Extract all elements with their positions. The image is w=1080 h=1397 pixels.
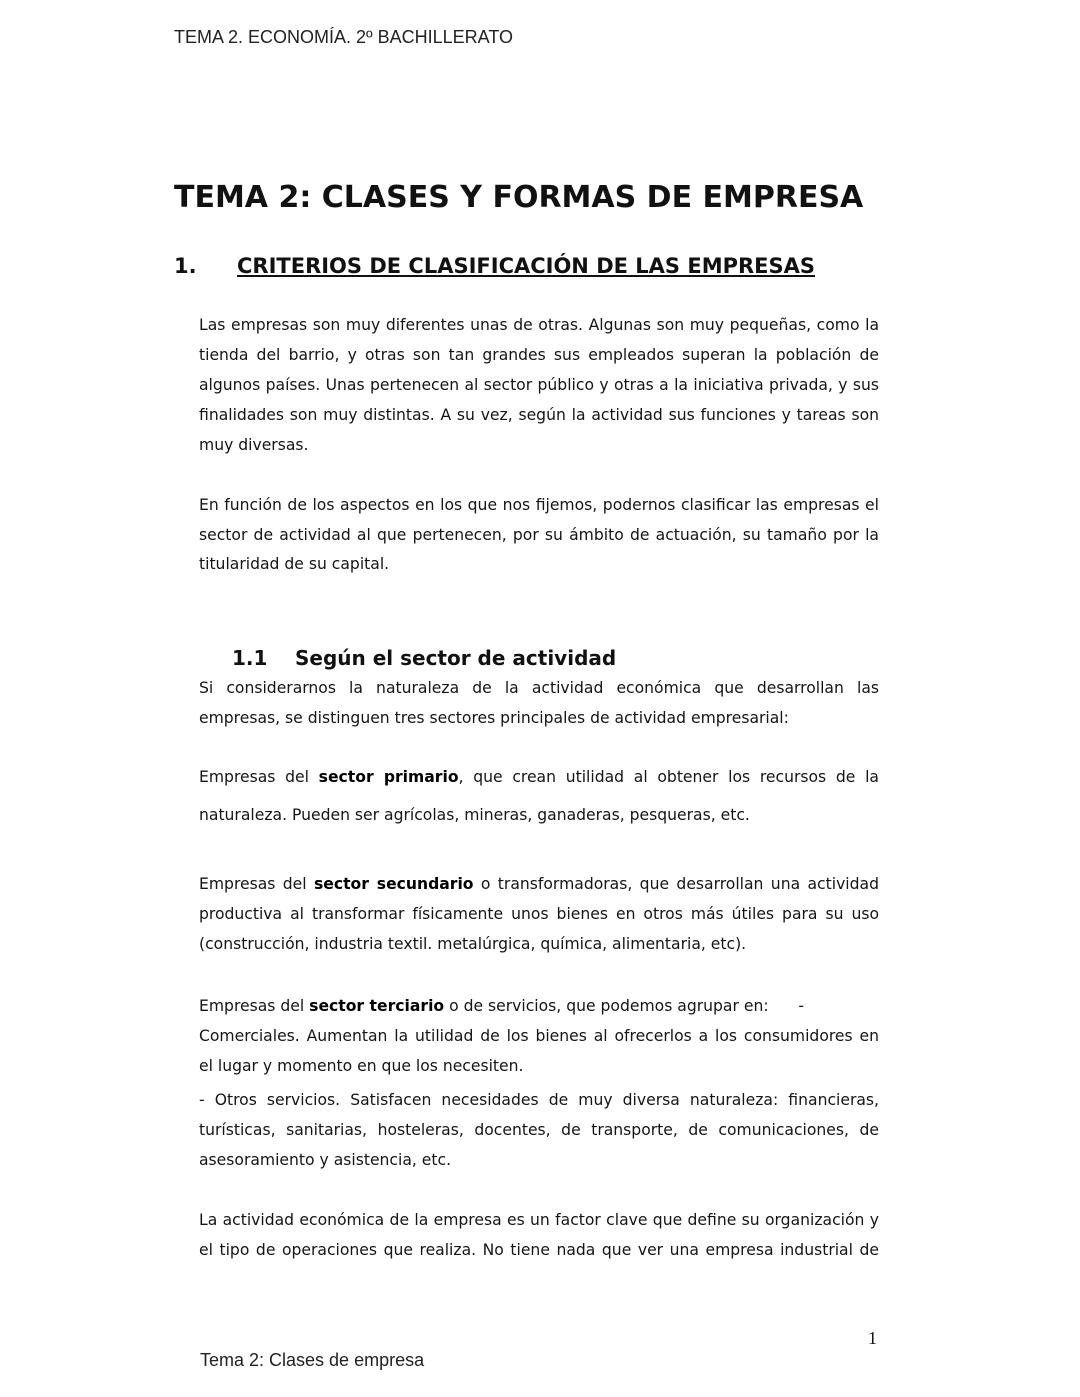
paragraph-line: Si considerarnos la naturaleza de la actividad económica que desarrollan las [199,679,879,697]
paragraph-line: En función de los aspectos en los que nos fijemos, podernos clasificar las empresas el [199,496,879,514]
paragraph-line [199,766,879,788]
paragraph-line [199,873,879,895]
page-number: 1 [868,1328,877,1348]
paragraph-line: La actividad económica de la empresa es un factor clave que define su organización y [199,1211,879,1229]
page-header: TEMA 2. ECONOMÍA. 2º BACHILLERATO [174,27,513,47]
subsection-number: 1.1 [232,646,268,670]
bold-term: sector terciario [309,997,445,1015]
paragraph-line: turísticas, sanitarias, hosteleras, docentes, de transporte, de comunicaciones, de [199,1121,879,1139]
paragraph-line: empresas, se distinguen tres sectores principales de actividad empresarial: [199,709,789,727]
text: Empresas del [199,997,310,1015]
paragraph-line: el lugar y momento en que los necesiten. [199,1057,524,1075]
paragraph-line: muy diversas. [199,436,309,454]
page-footer: Tema 2: Clases de empresa [200,1350,425,1370]
text: , que crean utilidad al obtener los recursos de la [458,768,879,786]
paragraph-line: naturaleza. Pueden ser agrícolas, mineras, ganaderas, pesqueras, etc. [199,806,750,824]
paragraph-line: titularidad de su capital. [199,555,390,573]
text: o de servicios, que podemos agrupar en: - [444,997,804,1015]
paragraph-line: algunos países. Unas pertenecen al sector público y otras a la iniciativa privada, y sus [199,376,879,394]
section-number: 1. [174,254,197,278]
bold-term: sector primario [318,768,459,786]
subsection-heading: Según el sector de actividad [295,646,617,670]
paragraph-line: el tipo de operaciones que realiza. No tiene nada que ver una empresa industrial de [199,1241,879,1259]
paragraph-line: - Otros servicios. Satisfacen necesidades de muy diversa naturaleza: financieras, [199,1091,879,1109]
paragraph-line: Las empresas son muy diferentes unas de otras. Algunas son muy pequeñas, como la [199,316,879,334]
text: o transformadoras, que desarrollan una actividad [473,875,879,893]
paragraph-line: asesoramiento y asistencia, etc. [199,1151,452,1169]
text: Empresas del [199,768,319,786]
paragraph-line: (construcción, industria textil. metalúrgica, química, alimentaria, etc). [199,935,747,953]
document-title: TEMA 2: CLASES Y FORMAS DE EMPRESA [174,180,864,215]
paragraph-line: Comerciales. Aumentan la utilidad de los bienes al ofrecerlos a los consumidores en [199,1027,879,1045]
paragraph-line [199,995,879,1017]
section-heading: CRITERIOS DE CLASIFICACIÓN DE LAS EMPRESAS [237,254,816,278]
paragraph-line: tienda del barrio, y otras son tan grandes sus empleados superan la población de [199,346,879,364]
paragraph-line: finalidades son muy distintas. A su vez, según la actividad sus funciones y tareas son [199,406,879,424]
paragraph-line: sector de actividad al que pertenecen, por su ámbito de actuación, su tamaño por la [199,526,879,544]
bold-term: sector secundario [313,875,474,893]
paragraph-line: productiva al transformar físicamente unos bienes en otros más útiles para su uso [199,905,879,923]
text: Empresas del [199,875,314,893]
